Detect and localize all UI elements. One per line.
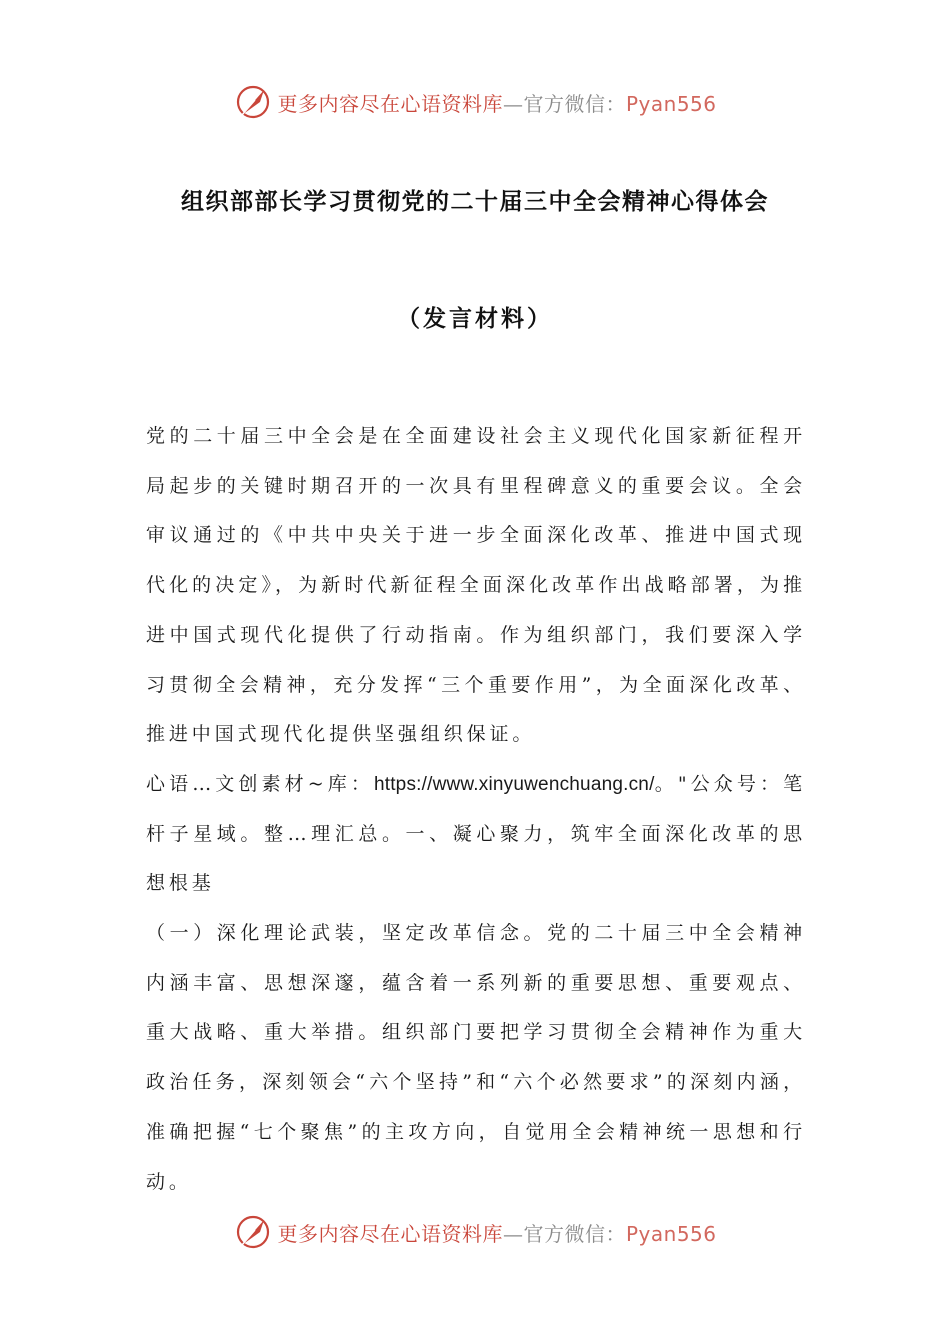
document-subtitle: （发言材料） [397, 306, 553, 332]
paragraph-source: 心语…文创素材~库：https://www.xinyuwenchuang.cn/。"公众号：笔杆子星域。整…理汇总。一、凝心聚力，筑牢全面深化改革的思想根基 [146, 772, 807, 895]
banner-text: 更多内容尽在心语资料库—官方微信：Pyan556 [277, 91, 717, 116]
header-banner [0, 80, 950, 124]
banner-text: 更多内容尽在心语资料库—官方微信：Pyan556 [277, 1221, 717, 1246]
source-url: https://www.xinyuwenchuang.cn/ [373, 773, 655, 795]
document-body [146, 412, 806, 1207]
document-title: 组织部部长学习贯彻党的二十届三中全会精神心得体会 [181, 189, 769, 215]
quill-logo-icon [233, 1212, 273, 1252]
footer-banner [0, 1210, 950, 1254]
paragraph-intro: 党的二十届三中全会是在全面建设社会主义现代化国家新征程开局起步的关键时期召开的一次具有里程碑意义的重要会议。全会审议通过的《中共中央关于进一步全面深化改革、推进中国式现代化的决定》，为新时代新征程全面深化改革作出战略部署，为推进中国式现代化提供了行动指南。作为组织部门，我们要深入学习贯彻全会精神，充分发挥“三个重要作用”，为全面深化改革、推进中国式现代化提供坚强组织保证。 [146, 425, 806, 746]
wechat-id: Pyan556 [625, 91, 717, 116]
quill-logo-icon [233, 82, 273, 122]
paragraph-section-1-1: （一）深化理论武装，坚定改革信念。党的二十届三中全会精神内涵丰富、思想深邃，蕴含着一系列新的重要思想、重要观点、重大战略、重大举措。组织部门要把学习贯彻全会精神作为重大政治任务，深刻领会“六个坚持”和“六个必然要求”的深刻内涵，准确把握“七个聚焦”的主攻方向，自觉用全会精神统一思想和行动。 [146, 922, 806, 1193]
wechat-id: Pyan556 [625, 1221, 717, 1246]
